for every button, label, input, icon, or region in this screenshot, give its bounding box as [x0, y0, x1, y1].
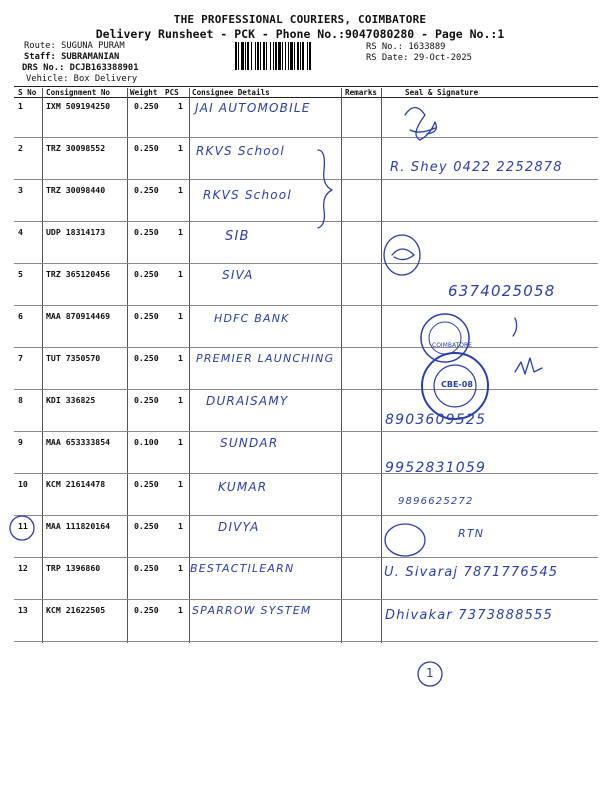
row-pcs: 1	[178, 521, 183, 531]
consignee-handwriting: KUMAR	[218, 480, 268, 494]
row-sno: 1	[18, 101, 23, 111]
consignee-handwriting: SPARROW SYSTEM	[192, 604, 312, 617]
consignee-handwriting: SIVA	[222, 268, 254, 282]
signature-scribble	[392, 249, 414, 260]
row-sno: 3	[18, 185, 23, 195]
runsheet-subtitle: Delivery Runsheet - PCK - Phone No.:9047080280 - Page No.:1	[95, 27, 505, 41]
consignee-handwriting: SIB	[225, 229, 250, 244]
company-title: THE PROFESSIONAL COURIERS, COIMBATORE	[173, 13, 427, 26]
signature-scribble	[513, 318, 517, 336]
row-pcs: 1	[178, 563, 183, 573]
consignee-handwriting: PREMIER LAUNCHING	[196, 352, 335, 365]
signature-handwriting: Dhivakar 7373888555	[385, 608, 554, 623]
row-pcs: 1	[178, 101, 183, 111]
row-weight: 0.250	[134, 269, 159, 279]
row-consignment-no: TUT 7350570	[46, 353, 101, 363]
col-seal-signature: Seal & Signature	[405, 88, 479, 97]
col-consignee: Consignee Details	[192, 88, 270, 97]
signature-handwriting: U. Sivaraj 7871776545	[384, 565, 559, 580]
row-weight: 0.250	[134, 521, 159, 531]
consignee-handwriting: BESTACTILEARN	[190, 562, 295, 575]
row-weight: 0.250	[134, 311, 159, 321]
row-weight: 0.250	[134, 353, 159, 363]
row-sno: 6	[18, 311, 23, 321]
col-remarks: Remarks	[345, 88, 378, 97]
signature-handwriting: 8903609525	[385, 412, 487, 428]
vehicle-label: Vehicle: Box Delivery	[26, 74, 138, 84]
row-weight: 0.250	[134, 185, 159, 195]
consignee-handwriting: DIVYA	[218, 520, 260, 534]
row-consignment-no: TRZ 30098440	[46, 185, 106, 195]
rs-number: RS No.: 1633889	[366, 42, 446, 52]
row-pcs: 1	[178, 227, 183, 237]
row-weight: 0.250	[134, 227, 159, 237]
row-sno: 5	[18, 269, 23, 279]
signature-scribble	[405, 108, 436, 141]
consignee-handwriting: HDFC BANK	[214, 312, 290, 325]
row-pcs: 1	[178, 605, 183, 615]
row-consignment-no: MAA 653333854	[46, 437, 111, 447]
row-consignment-no: KCM 21614478	[46, 479, 106, 489]
row-consignment-no: TRZ 30098552	[46, 143, 106, 153]
col-consignment: Consignment No	[46, 88, 111, 97]
row-consignment-no: IXM 509194250	[46, 101, 111, 111]
row-consignment-no: KDI 336825	[46, 395, 96, 405]
col-sno: S No	[18, 88, 37, 97]
drs-number: DRS No.: DCJB163388901	[22, 63, 139, 73]
row-weight: 0.250	[134, 479, 159, 489]
row-weight: 0.250	[134, 143, 159, 153]
brace-mark	[318, 150, 332, 228]
row-consignment-no: MAA 111820164	[46, 521, 111, 531]
row-sno: 7	[18, 353, 23, 363]
row-sno: 10	[18, 479, 28, 489]
row-circle-mark	[10, 516, 34, 540]
col-pcs: PCS	[165, 88, 179, 97]
row-sno: 4	[18, 227, 23, 237]
row-consignment-no: KCM 21622505	[46, 605, 106, 615]
row-pcs: 1	[178, 353, 183, 363]
row-consignment-no: TRP 1396860	[46, 563, 101, 573]
col-weight: Weight	[130, 88, 158, 97]
row-consignment-no: UDP 18314173	[46, 227, 106, 237]
row-pcs: 1	[178, 395, 183, 405]
row-pcs: 1	[178, 143, 183, 153]
stamp-text: COIMBATORE	[432, 342, 472, 349]
row-sno: 9	[18, 437, 23, 447]
consignee-handwriting: JAI AUTOMOBILE	[195, 101, 311, 115]
row-weight: 0.250	[134, 605, 159, 615]
signature-circle	[385, 524, 425, 556]
consignee-handwriting: SUNDAR	[220, 436, 279, 450]
route-label: Route: SUGUNA PURAM	[24, 41, 125, 51]
row-consignment-no: TRZ 365120456	[46, 269, 111, 279]
rs-date: RS Date: 29-Oct-2025	[366, 53, 472, 63]
row-sno: 8	[18, 395, 23, 405]
row-pcs: 1	[178, 311, 183, 321]
signature-handwriting: R. Shey 0422 2252878	[390, 160, 563, 175]
signature-scribble	[515, 358, 542, 374]
row-weight: 0.250	[134, 563, 159, 573]
row-sno: 11	[18, 521, 28, 531]
signature-handwriting: RTN	[458, 527, 485, 540]
row-weight: 0.100	[134, 437, 159, 447]
row-consignment-no: MAA 870914469	[46, 311, 111, 321]
row-pcs: 1	[178, 479, 183, 489]
consignee-handwriting: RKVS School	[196, 144, 285, 158]
row-pcs: 1	[178, 185, 183, 195]
consignee-handwriting: RKVS School	[203, 188, 292, 202]
consignee-handwriting: DURAISAMY	[206, 394, 289, 408]
signature-handwriting: 6374025058	[448, 282, 556, 300]
row-sno: 2	[18, 143, 23, 153]
row-weight: 0.250	[134, 395, 159, 405]
signature-handwriting: 9896625272	[398, 496, 474, 507]
row-sno: 12	[18, 563, 28, 573]
row-weight: 0.250	[134, 101, 159, 111]
staff-label: Staff: SUBRAMANIAN	[24, 52, 120, 62]
stamp-code: CBE-08	[441, 380, 473, 389]
row-sno: 13	[18, 605, 28, 615]
row-pcs: 1	[178, 437, 183, 447]
signature-handwriting: 9952831059	[385, 460, 487, 476]
row-pcs: 1	[178, 269, 183, 279]
page-mark: 1	[426, 666, 435, 680]
